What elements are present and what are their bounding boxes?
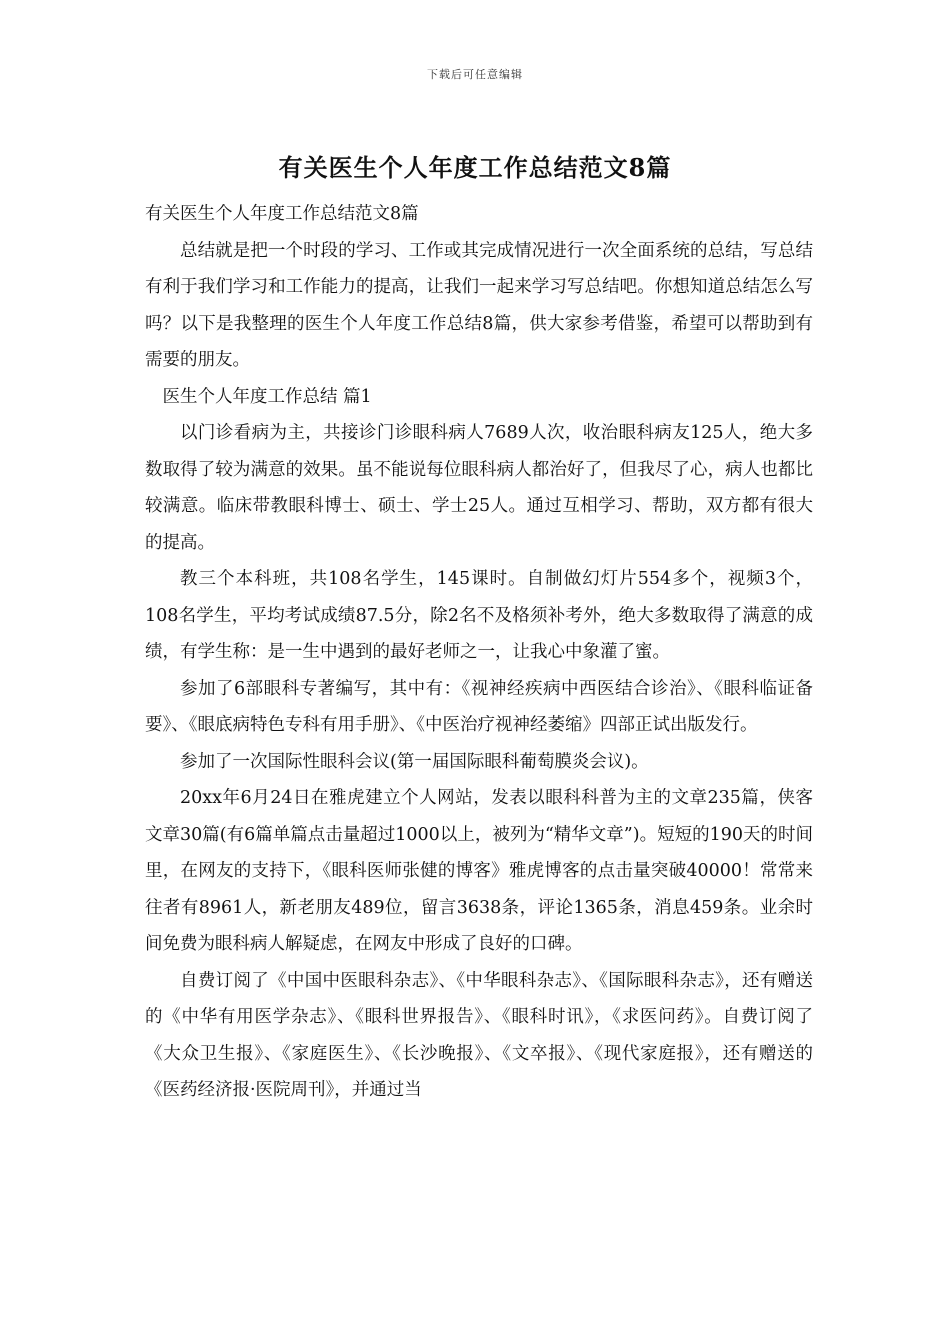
body-paragraph: 教三个本科班，共108名学生，145课时。自制做幻灯片554多个，视频3个，108名学生，平均考试成绩87.5分，除2名不及格须补考外，绝大多数取得了满意的成绩，有学生称：是一生中遇到的最好老师之一，让我心中象灌了蜜。 <box>145 569 813 662</box>
body-paragraph: 自费订阅了《中国中医眼科杂志》、《中华眼科杂志》、《国际眼科杂志》，还有赠送的《中华有用医学杂志》、《眼科世界报告》、《眼科时讯》，《求医问药》。自费订阅了《大众卫生报》、《家庭医生》、《长沙晚报》、《文卒报》、《现代家庭报》，还有赠送的《医药经济报·医院周刊》，并通过当 <box>145 970 813 1100</box>
body-paragraph: 参加了6部眼科专著编写，其中有：《视神经疾病中西医结合诊治》、《眼科临证备要》、《眼底病特色专科有用手册》、《中医治疗视神经萎缩》四部正试出版发行。 <box>145 678 813 735</box>
document-subtitle: 有关医生个人年度工作总结范文8篇 <box>145 204 419 224</box>
header-note: 下载后可任意编辑 <box>427 68 523 81</box>
section-heading: 医生个人年度工作总结 篇1 <box>162 386 372 407</box>
body-paragraph: 参加了一次国际性眼科会议(第一届国际眼科葡萄膜炎会议)。 <box>180 751 649 772</box>
document-title: 有关医生个人年度工作总结范文8篇 <box>278 153 672 182</box>
document-body <box>145 196 813 1109</box>
body-paragraph: 20xx年6月24日在雅虎建立个人网站，发表以眼科科普为主的文章235篇，侠客文章30篇(有6篇单篇点击量超过1000以上，被列为“精华文章”)。短短的190天的时间里，在网友的支持下，《眼科医师张健的博客》雅虎博客的点击量突破40000！常常来往者有8961人，新老朋友489位，留言3638条，评论1365条，消息459条。业余时间免费为眼科病人解疑虑，在网友中形成了良好的口碑。 <box>145 788 813 954</box>
body-paragraph: 以门诊看病为主，共接诊门诊眼科病人7689人次，收治眼科病友125人，绝大多数取得了较为满意的效果。虽不能说每位眼科病人都治好了，但我尽了心，病人也都比较满意。临床带教眼科博士、硕士、学士25人。通过互相学习、帮助，双方都有很大的提高。 <box>145 423 813 553</box>
intro-paragraph: 总结就是把一个时段的学习、工作或其完成情况进行一次全面系统的总结，写总结有利于我们学习和工作能力的提高，让我们一起来学习写总结吧。你想知道总结怎么写吗？以下是我整理的医生个人年度工作总结8篇，供大家参考借鉴，希望可以帮助到有需要的朋友。 <box>145 240 813 370</box>
